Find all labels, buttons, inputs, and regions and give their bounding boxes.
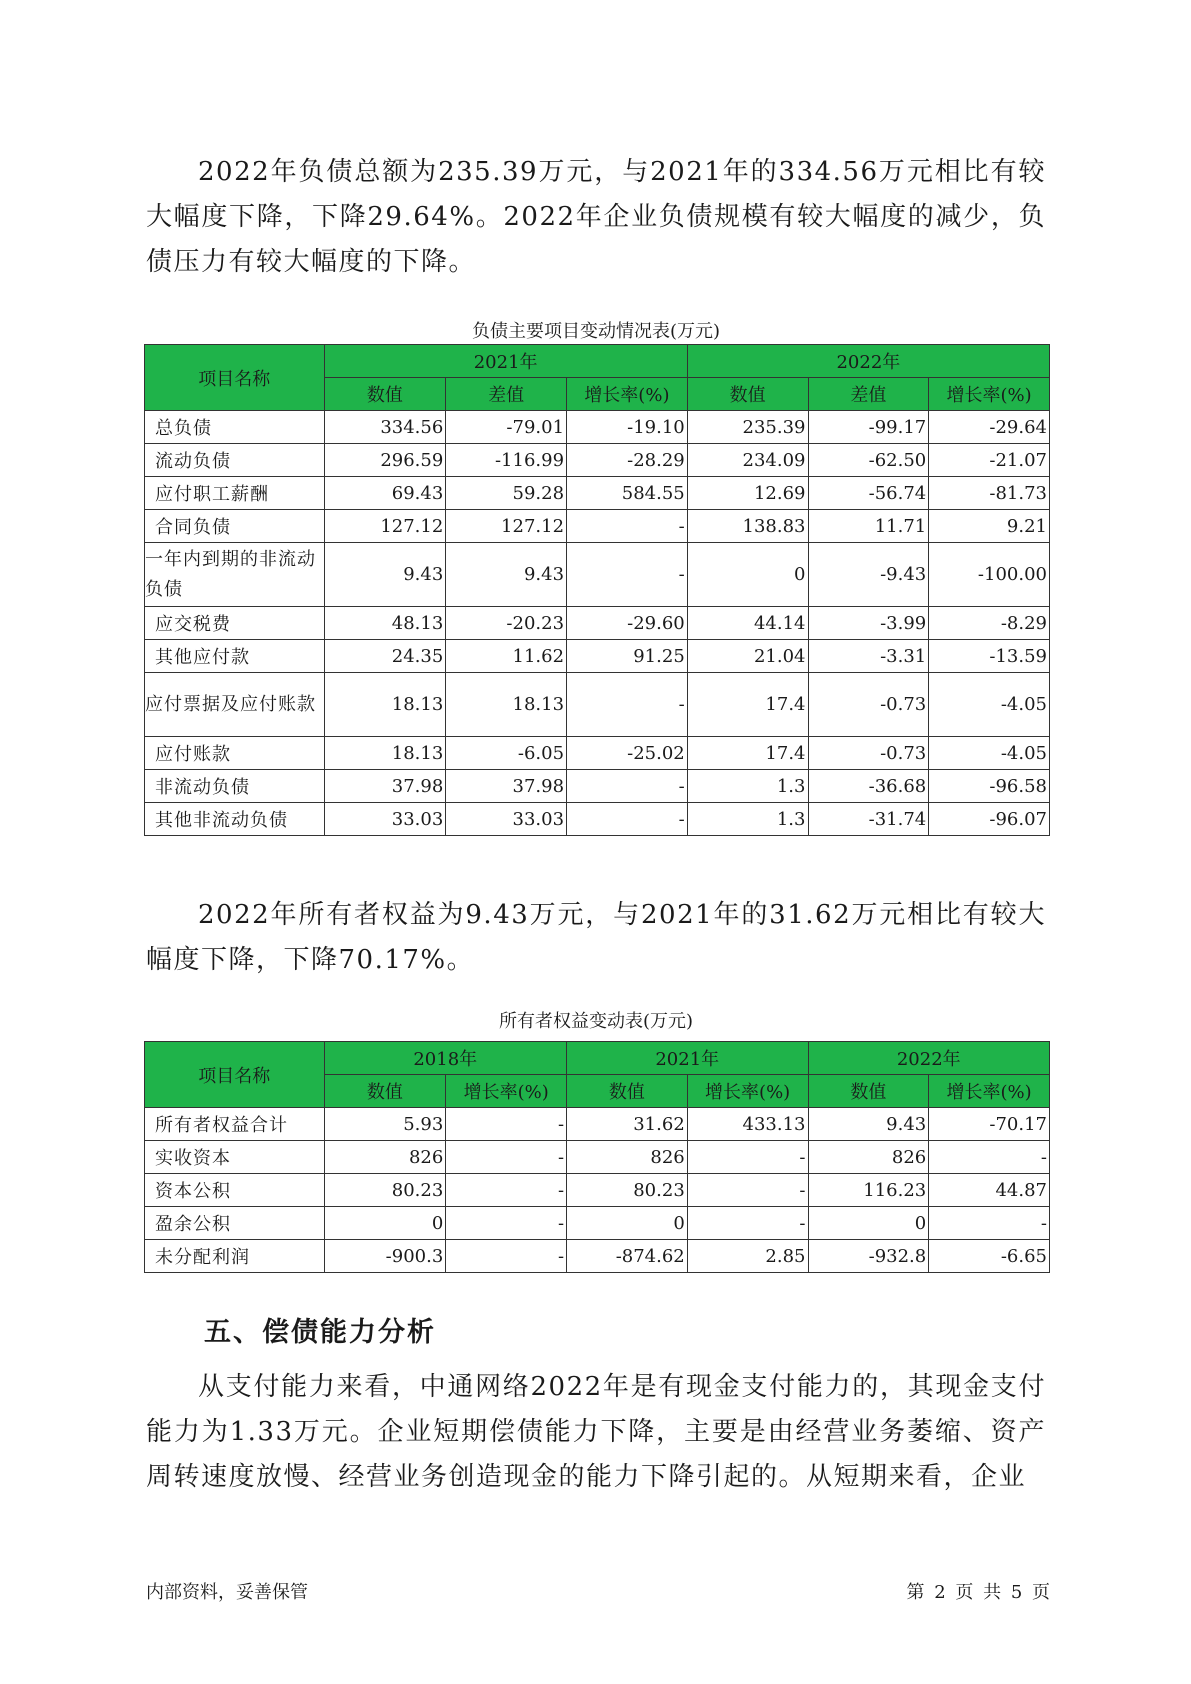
- table-cell: -21.07: [929, 444, 1050, 477]
- table-row: [145, 737, 1050, 770]
- row-label: 应付账款: [145, 737, 325, 770]
- debt-table: [144, 344, 1050, 836]
- table-row: [145, 640, 1050, 673]
- row-label: 其他应付款: [145, 640, 325, 673]
- table-cell: 44.14: [687, 607, 808, 640]
- row-label: 盈余公积: [145, 1207, 325, 1240]
- column-header: 增长率(%): [567, 378, 688, 411]
- table-cell: -25.02: [567, 737, 688, 770]
- column-header: 数值: [567, 1075, 688, 1108]
- table-cell: 334.56: [324, 411, 446, 444]
- table-cell: 69.43: [324, 477, 446, 510]
- column-header: 差值: [808, 378, 929, 411]
- column-header: 增长率(%): [687, 1075, 808, 1108]
- year-header: 2018年: [324, 1042, 567, 1075]
- table-cell: -932.8: [808, 1240, 929, 1273]
- row-label: 应付职工薪酬: [145, 477, 325, 510]
- row-label: 一年内到期的非流动负债: [145, 543, 325, 607]
- table-cell: -: [687, 1141, 808, 1174]
- column-header: 增长率(%): [929, 1075, 1050, 1108]
- table-cell: -: [567, 770, 688, 803]
- table-cell: -31.74: [808, 803, 929, 836]
- table-cell: -19.10: [567, 411, 688, 444]
- table-cell: 91.25: [567, 640, 688, 673]
- row-label: 其他非流动负债: [145, 803, 325, 836]
- table-cell: 37.98: [324, 770, 446, 803]
- table-cell: -28.29: [567, 444, 688, 477]
- table-row: [145, 444, 1050, 477]
- table-cell: 24.35: [324, 640, 446, 673]
- table-cell: -9.43: [808, 543, 929, 607]
- table-cell: -: [567, 673, 688, 737]
- table-row: [145, 673, 1050, 737]
- year-header: 2022年: [687, 345, 1049, 378]
- table-row: [145, 1174, 1050, 1207]
- table-row: [145, 607, 1050, 640]
- year-header: 2021年: [324, 345, 687, 378]
- table-cell: -: [567, 803, 688, 836]
- table-cell: -: [929, 1207, 1050, 1240]
- table-cell: -29.64: [929, 411, 1050, 444]
- table-cell: 127.12: [446, 510, 567, 543]
- row-label: 应交税费: [145, 607, 325, 640]
- equity-summary-paragraph: 2022年所有者权益为9.43万元，与2021年的31.62万元相比有较大幅度下降，下降70.17%。: [146, 900, 1046, 975]
- table-cell: -900.3: [324, 1240, 446, 1273]
- table-cell: 18.13: [324, 737, 446, 770]
- year-header: 2022年: [808, 1042, 1050, 1075]
- table-cell: 80.23: [567, 1174, 688, 1207]
- table-cell: 11.62: [446, 640, 567, 673]
- table-cell: 826: [324, 1141, 446, 1174]
- equity-table-caption: 所有者权益变动表(万元): [498, 1011, 694, 1032]
- table-cell: 9.21: [929, 510, 1050, 543]
- row-label: 应付票据及应付账款: [145, 673, 325, 737]
- debt-table-caption: 负债主要项目变动情况表(万元): [471, 321, 721, 342]
- column-header: 数值: [808, 1075, 929, 1108]
- table-cell: 9.43: [808, 1108, 929, 1141]
- table-cell: -62.50: [808, 444, 929, 477]
- table-cell: 2.85: [687, 1240, 808, 1273]
- row-label: 未分配利润: [145, 1240, 325, 1273]
- table-cell: 18.13: [324, 673, 446, 737]
- table-cell: -3.31: [808, 640, 929, 673]
- item-name-header: 项目名称: [145, 345, 325, 411]
- table-cell: 0: [567, 1207, 688, 1240]
- table-cell: -: [446, 1240, 567, 1273]
- solvency-paragraph: 从支付能力来看，中通网络2022年是有现金支付能力的，其现金支付能力为1.33万元。企业短期偿债能力下降，主要是由经营业务萎缩、资产周转速度放慢、经营业务创造现金的能力下降引起的。从短期来看，企业: [146, 1372, 1046, 1492]
- table-cell: 584.55: [567, 477, 688, 510]
- table-cell: 826: [808, 1141, 929, 1174]
- debt-summary-paragraph: 2022年负债总额为235.39万元，与2021年的334.56万元相比有较大幅度下降，下降29.64%。2022年企业负债规模有较大幅度的减少，负债压力有较大幅度的下降。: [146, 157, 1046, 277]
- table-cell: -6.05: [446, 737, 567, 770]
- table-cell: -: [446, 1108, 567, 1141]
- table-cell: 0: [324, 1207, 446, 1240]
- table-cell: -8.29: [929, 607, 1050, 640]
- table-row: [145, 543, 1050, 607]
- table-cell: 1.3: [687, 803, 808, 836]
- table-cell: -4.05: [929, 737, 1050, 770]
- column-header: 数值: [687, 378, 808, 411]
- table-cell: 48.13: [324, 607, 446, 640]
- table-cell: 37.98: [446, 770, 567, 803]
- table-cell: 80.23: [324, 1174, 446, 1207]
- table-cell: 0: [687, 543, 808, 607]
- page-number: 第 2 页 共 5 页: [906, 1582, 1050, 1603]
- table-cell: 234.09: [687, 444, 808, 477]
- table-cell: 21.04: [687, 640, 808, 673]
- table-cell: 433.13: [687, 1108, 808, 1141]
- table-cell: -3.99: [808, 607, 929, 640]
- table-row: [145, 803, 1050, 836]
- row-label: 合同负债: [145, 510, 325, 543]
- table-cell: 1.3: [687, 770, 808, 803]
- table-cell: -116.99: [446, 444, 567, 477]
- table-row: [145, 770, 1050, 803]
- table-cell: 0: [808, 1207, 929, 1240]
- confidential-notice: 内部资料，妥善保管: [146, 1582, 308, 1603]
- row-label: 实收资本: [145, 1141, 325, 1174]
- year-header: 2021年: [567, 1042, 808, 1075]
- table-cell: -: [929, 1141, 1050, 1174]
- table-cell: 116.23: [808, 1174, 929, 1207]
- table-cell: -0.73: [808, 673, 929, 737]
- table-cell: 59.28: [446, 477, 567, 510]
- table-cell: -: [446, 1174, 567, 1207]
- table-cell: 12.69: [687, 477, 808, 510]
- row-label: 非流动负债: [145, 770, 325, 803]
- table-cell: -: [446, 1141, 567, 1174]
- table-cell: 826: [567, 1141, 688, 1174]
- table-cell: 9.43: [446, 543, 567, 607]
- table-cell: -99.17: [808, 411, 929, 444]
- table-cell: -: [687, 1174, 808, 1207]
- table-cell: -96.07: [929, 803, 1050, 836]
- table-cell: -29.60: [567, 607, 688, 640]
- table-row: [145, 510, 1050, 543]
- item-name-header: 项目名称: [145, 1042, 325, 1108]
- table-cell: -96.58: [929, 770, 1050, 803]
- table-cell: -874.62: [567, 1240, 688, 1273]
- column-header: 数值: [324, 1075, 446, 1108]
- table-cell: 138.83: [687, 510, 808, 543]
- table-cell: 31.62: [567, 1108, 688, 1141]
- table-cell: -0.73: [808, 737, 929, 770]
- equity-table: [144, 1041, 1050, 1273]
- table-cell: -: [567, 543, 688, 607]
- table-cell: -6.65: [929, 1240, 1050, 1273]
- table-row: [145, 1141, 1050, 1174]
- table-row: [145, 1207, 1050, 1240]
- column-header: 数值: [324, 378, 446, 411]
- table-cell: -20.23: [446, 607, 567, 640]
- row-label: 流动负债: [145, 444, 325, 477]
- table-cell: 33.03: [324, 803, 446, 836]
- row-label: 资本公积: [145, 1174, 325, 1207]
- table-cell: 18.13: [446, 673, 567, 737]
- table-cell: 127.12: [324, 510, 446, 543]
- table-cell: 17.4: [687, 737, 808, 770]
- table-cell: -13.59: [929, 640, 1050, 673]
- table-cell: 296.59: [324, 444, 446, 477]
- table-cell: 9.43: [324, 543, 446, 607]
- table-cell: -56.74: [808, 477, 929, 510]
- column-header: 增长率(%): [929, 378, 1050, 411]
- table-cell: 33.03: [446, 803, 567, 836]
- table-cell: -100.00: [929, 543, 1050, 607]
- row-label: 所有者权益合计: [145, 1108, 325, 1141]
- table-cell: -81.73: [929, 477, 1050, 510]
- table-cell: 5.93: [324, 1108, 446, 1141]
- column-header: 差值: [446, 378, 567, 411]
- table-cell: -70.17: [929, 1108, 1050, 1141]
- table-row: [145, 1108, 1050, 1141]
- table-cell: -: [567, 510, 688, 543]
- table-cell: 17.4: [687, 673, 808, 737]
- section-heading: 五、偿债能力分析: [204, 1317, 436, 1348]
- table-cell: 235.39: [687, 411, 808, 444]
- table-row: [145, 1240, 1050, 1273]
- table-cell: 11.71: [808, 510, 929, 543]
- table-cell: -: [687, 1207, 808, 1240]
- table-row: [145, 477, 1050, 510]
- column-header: 增长率(%): [446, 1075, 567, 1108]
- row-label: 总负债: [145, 411, 325, 444]
- table-cell: 44.87: [929, 1174, 1050, 1207]
- table-cell: -79.01: [446, 411, 567, 444]
- table-cell: -4.05: [929, 673, 1050, 737]
- table-row: [145, 411, 1050, 444]
- table-cell: -: [446, 1207, 567, 1240]
- table-cell: -36.68: [808, 770, 929, 803]
